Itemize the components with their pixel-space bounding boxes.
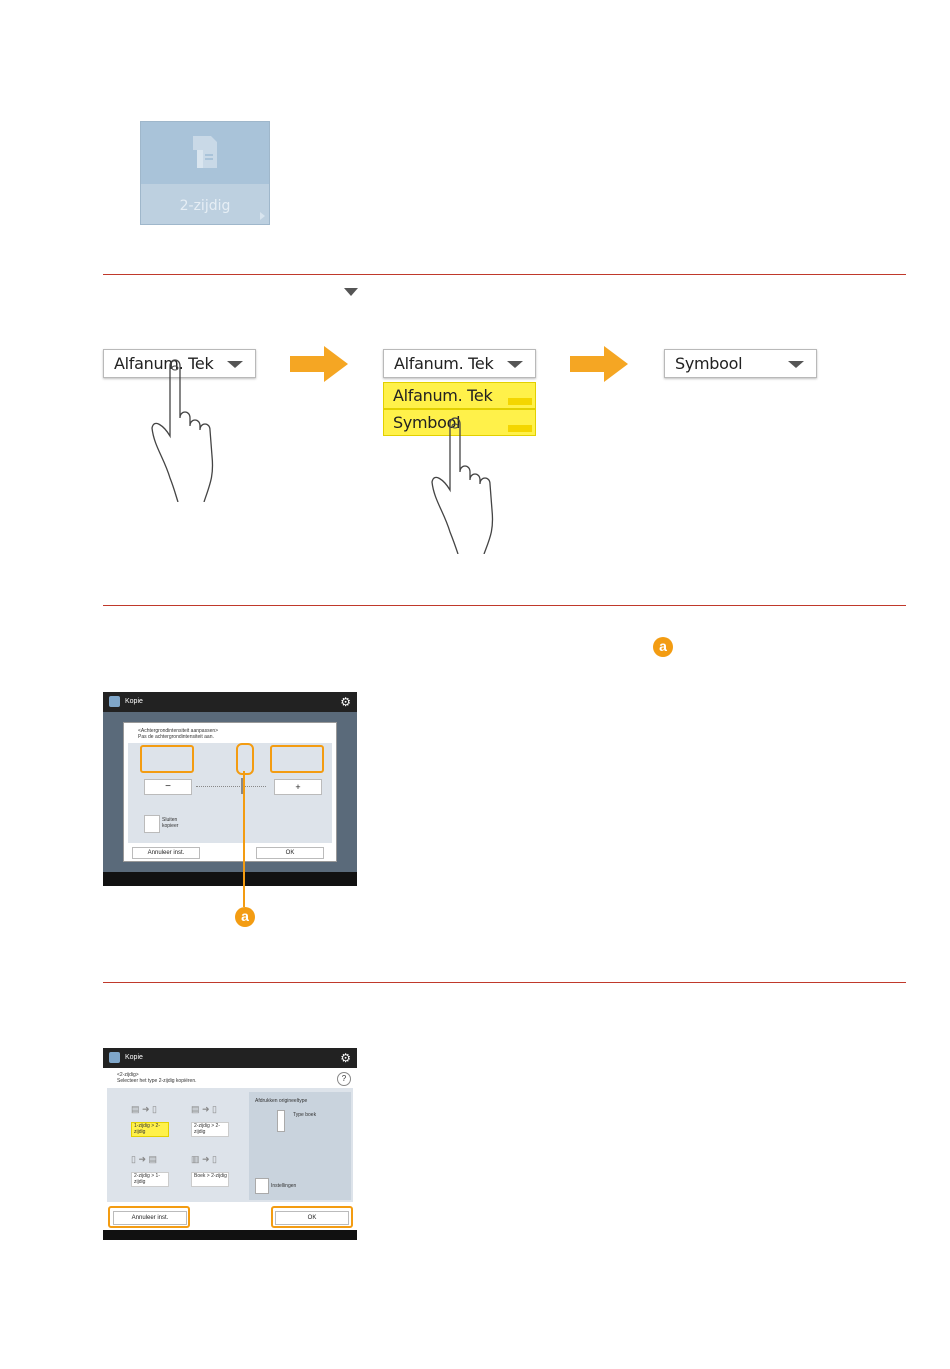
decrease-button[interactable]: −: [144, 779, 192, 795]
screen-heading: <2-zijdig>: [117, 1072, 139, 1078]
arrow-right-icon: [290, 346, 348, 382]
screen-title: Kopie: [125, 1054, 143, 1061]
status-bar: [103, 1230, 357, 1240]
status-bar: [103, 872, 357, 886]
auto-sublabel: kopieer: [162, 823, 179, 829]
callout-line: [243, 771, 245, 907]
option-2-to-2[interactable]: 2-zijdig > 2-zijdig: [191, 1122, 229, 1137]
chevron-down-icon: [507, 361, 523, 368]
auto-label: Sluiten: [162, 817, 178, 823]
duplex-mode-icon: ▤ ➜ ▯: [191, 1104, 217, 1114]
ok-button[interactable]: OK: [275, 1211, 349, 1225]
screen-title: Kopie: [125, 698, 143, 705]
arrow-right-icon: [570, 346, 628, 382]
title-bar: [103, 692, 357, 712]
dropdown-step3[interactable]: [664, 349, 817, 378]
duplex-button-tile[interactable]: [140, 121, 270, 225]
copy-app-icon: [109, 696, 120, 707]
title-bar: [103, 1048, 357, 1068]
option-label: Alfanum. Tek: [393, 386, 493, 405]
ok-highlight: [271, 1206, 353, 1228]
settings-icon[interactable]: [255, 1178, 269, 1194]
increase-button[interactable]: +: [274, 779, 322, 795]
option-book-to-2[interactable]: Boek > 2-zijdig: [191, 1172, 229, 1187]
increase-highlight: [270, 745, 324, 773]
dropdown-step2-value: Alfanum. Tek: [394, 354, 494, 373]
callout-badge: a: [653, 637, 673, 657]
adjust-dialog: [123, 722, 337, 862]
option-label: Symbool: [393, 413, 461, 432]
pointing-hand-icon: [140, 356, 230, 502]
dialog-subheading: Pas de achtergrondintensiteit aan.: [138, 734, 214, 740]
option-1-to-2[interactable]: 1-zijdig > 2-zijdig: [131, 1122, 169, 1137]
duplex-mode-icon: ▯ ➜ ▤: [131, 1154, 157, 1164]
book-type-icon: [277, 1110, 285, 1132]
side-subtitle: Type boek: [293, 1112, 317, 1118]
help-icon[interactable]: ?: [337, 1072, 351, 1086]
dropdown-step3-value: Symbool: [675, 354, 743, 373]
section-divider: [103, 605, 906, 606]
cancel-highlight: [108, 1206, 190, 1228]
decrease-highlight: [140, 745, 194, 773]
duplex-mode-icon: ▤ ➜ ▯: [131, 1104, 157, 1114]
screen-background-adjust: [103, 692, 357, 886]
tile-corner-icon: [260, 212, 265, 220]
copy-app-icon: [109, 1052, 120, 1063]
option-2-to-1[interactable]: 2-zijdig > 1-zijdig: [131, 1172, 169, 1187]
screen-subheading: Selecteer het type 2-zijdig kopiëren.: [117, 1078, 197, 1084]
section-divider: [103, 274, 906, 275]
cancel-settings-button[interactable]: Annuleer inst.: [113, 1211, 187, 1225]
dropdown-option-alfanum[interactable]: [383, 382, 536, 409]
dropdown-step1-value: Alfanum. Tek: [114, 354, 214, 373]
dropdown-caret-icon: [344, 288, 358, 296]
option-marker: [508, 425, 532, 432]
settings-label: Instellingen: [271, 1183, 297, 1189]
intensity-scale: [196, 786, 266, 787]
callout-badge: a: [235, 907, 255, 927]
dropdown-step2[interactable]: [383, 349, 536, 378]
auto-button-icon[interactable]: [144, 815, 160, 833]
cancel-settings-button[interactable]: Annuleer inst.: [132, 847, 200, 859]
ok-button[interactable]: OK: [256, 847, 324, 859]
dialog-heading: <Achtergrondintensiteit aanpassen>: [138, 728, 219, 734]
option-marker: [508, 398, 532, 405]
chevron-down-icon: [788, 361, 804, 368]
slider-highlight: [236, 743, 254, 775]
document-duplex-icon: [189, 132, 221, 172]
gear-icon[interactable]: ⚙: [340, 695, 351, 709]
gear-icon[interactable]: ⚙: [340, 1051, 351, 1065]
section-divider: [103, 982, 906, 983]
duplex-mode-icon: ▥ ➜ ▯: [191, 1154, 217, 1164]
tile-label: 2-zijdig: [179, 198, 231, 214]
side-title: Afdrukken origineeltype: [255, 1098, 308, 1104]
pointing-hand-icon: [420, 414, 510, 554]
